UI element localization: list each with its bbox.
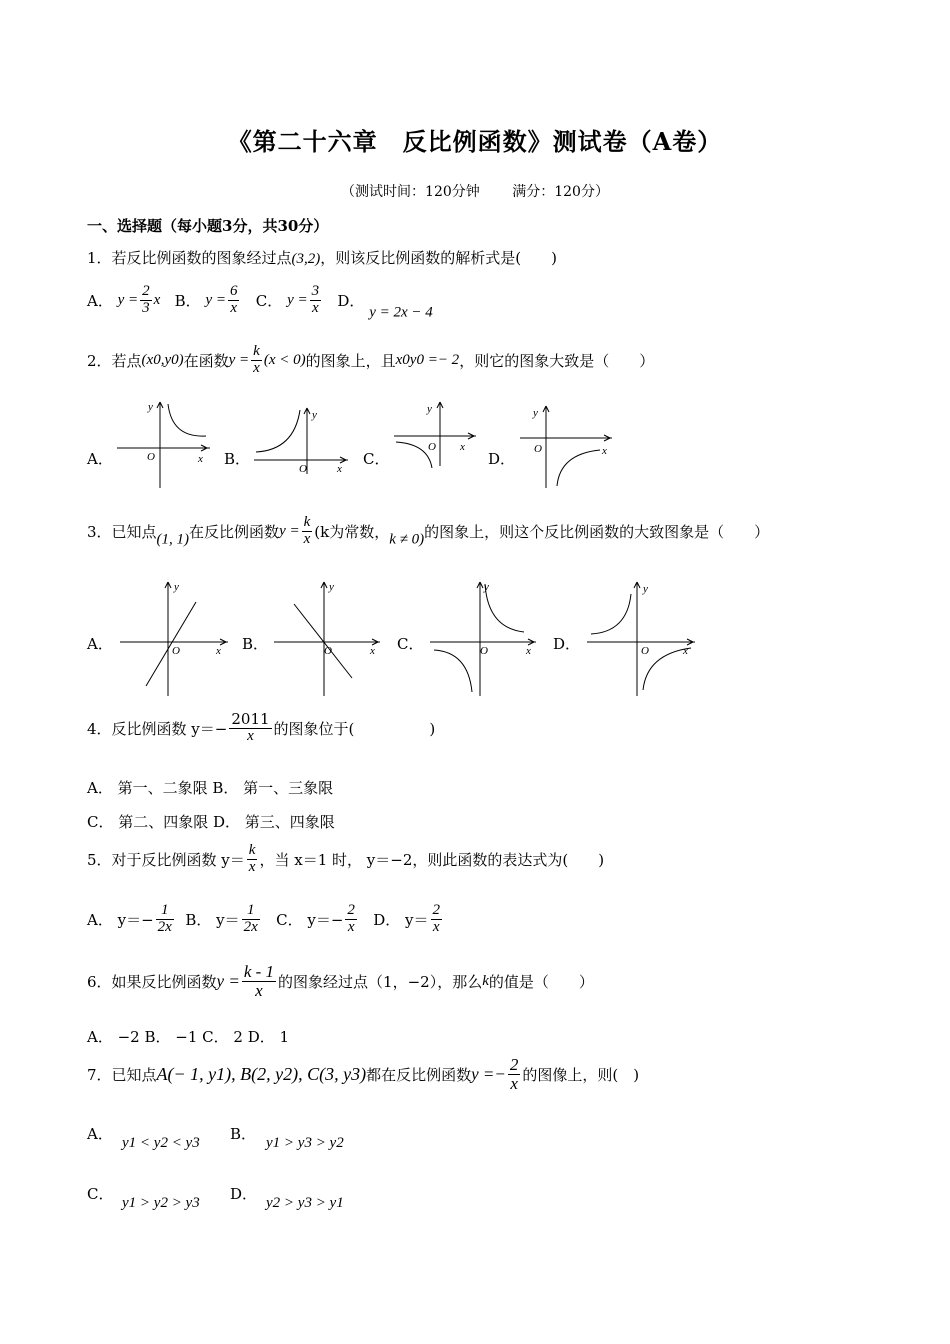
exam-info: （测试时间：120分钟 满分：120分） — [341, 184, 609, 200]
q2-label-a: A． — [87, 450, 113, 468]
q2-graph-d — [516, 402, 616, 490]
svg-text:O: O — [324, 645, 332, 657]
question-2-stem: 2．若点(x0,y0)在函数y = $\frac{k}{x}$ (x < 0)的图象上，且x0y0 =− 2，则它的图象大致是（ ） — [87, 343, 655, 376]
svg-text:x: x — [370, 645, 375, 657]
question-6-options: A． −2 B． −1 C． 2 D． 1 — [87, 1028, 290, 1046]
svg-text:y: y — [643, 583, 648, 595]
q3-graph-b — [272, 578, 384, 698]
q3-graph-d — [585, 578, 697, 698]
q7-option-d: y2 > y3 > y1 — [266, 1195, 344, 1211]
svg-text:x: x — [337, 463, 342, 475]
question-4-options-row-1: A． 第一、二象限 B． 第一、三象限 — [87, 779, 334, 797]
svg-text:y: y — [427, 403, 432, 415]
svg-text:O: O — [299, 463, 307, 475]
svg-text:y: y — [484, 581, 489, 593]
question-5-stem: 5．对于反比例函数 y＝ $\frac{k}{x}$ ，当 x＝1 时， y＝−2，则此函数的表达式为( ) — [87, 842, 605, 875]
q7-option-c: y1 > y2 > y3 — [122, 1195, 200, 1211]
page-title: 《第二十六章 反比例函数》测试卷（A卷） — [227, 127, 723, 156]
question-7-stem: 7．已知点A(− 1, y1), B(2, y2), C(3, y3)都在反比例函数y =− $\frac{2}{x}$ 的图像上，则( ) — [87, 1055, 640, 1093]
q2-graph-c — [390, 398, 480, 470]
q3-label-d: D． — [553, 635, 581, 653]
svg-text:x: x — [683, 645, 688, 657]
q7-option-b: y1 > y3 > y2 — [266, 1135, 344, 1151]
q7-option-a-label: A． — [87, 1125, 113, 1143]
question-1-stem: 1．若反比例函数的图象经过点(3,2)，则该反比例函数的解析式是( ) — [87, 249, 558, 267]
svg-text:O: O — [147, 451, 155, 463]
svg-text:y: y — [329, 581, 334, 593]
svg-text:y: y — [148, 401, 153, 413]
question-5-options: A． y＝− $\frac{1}{2x}$ B． y＝ $\frac{1}{2x}$ C． y＝− $\frac{2}{x}$ D． y＝ $\frac{2}{x}$ — [87, 902, 441, 935]
svg-text:O: O — [480, 645, 488, 657]
q7-option-d-label: D． — [230, 1185, 258, 1203]
q2-label-c: C． — [363, 450, 390, 468]
svg-text:y: y — [312, 409, 317, 421]
question-4-options-row-2: C． 第二、四象限 D． 第三、四象限 — [87, 813, 335, 831]
q3-label-a: A． — [87, 635, 113, 653]
question-3-stem: 3．已知点(1, 1)在反比例函数y = $\frac{k}{x}$ (k为常数，k ≠ 0)的图象上，则这个反比例函数的大致图象是（ ） — [87, 514, 770, 548]
question-1-options: A． y = $\frac{2}{3}$ x B． y = $\frac{6}{x}$ C． y = $\frac{3}{x}$ D． y = 2x − 4 — [87, 283, 433, 321]
svg-text:O: O — [534, 443, 542, 455]
q7-option-c-label: C． — [87, 1185, 114, 1203]
svg-text:y: y — [174, 581, 179, 593]
q2-graph-a — [112, 398, 212, 490]
q2-label-b: B． — [224, 450, 251, 468]
question-4-stem: 4．反比例函数 y＝− $\frac{2011}{x}$ 的图象位于( ) — [87, 710, 436, 744]
q2-label-d: D． — [488, 450, 516, 468]
section-heading: 一、选择题（每小题3分，共30分） — [87, 217, 329, 235]
svg-text:x: x — [602, 445, 607, 457]
q2-graph-b — [252, 404, 352, 476]
q7-option-a: y1 < y2 < y3 — [122, 1135, 200, 1151]
question-6-stem: 6．如果反比例函数y = $\frac{k - 1}{x}$ 的图象经过点（1，−2），那么k的值是（ ） — [87, 962, 594, 1000]
svg-text:x: x — [198, 453, 203, 465]
svg-text:x: x — [216, 645, 221, 657]
q3-graph-c — [428, 578, 540, 698]
svg-text:O: O — [641, 645, 649, 657]
svg-text:O: O — [428, 441, 436, 453]
q3-label-c: C． — [397, 635, 424, 653]
svg-text:x: x — [526, 645, 531, 657]
svg-text:x: x — [460, 441, 465, 453]
q3-graph-a — [118, 578, 230, 698]
svg-text:O: O — [172, 645, 180, 657]
q7-option-b-label: B． — [230, 1125, 257, 1143]
q3-label-b: B． — [242, 635, 269, 653]
svg-text:y: y — [533, 407, 538, 419]
